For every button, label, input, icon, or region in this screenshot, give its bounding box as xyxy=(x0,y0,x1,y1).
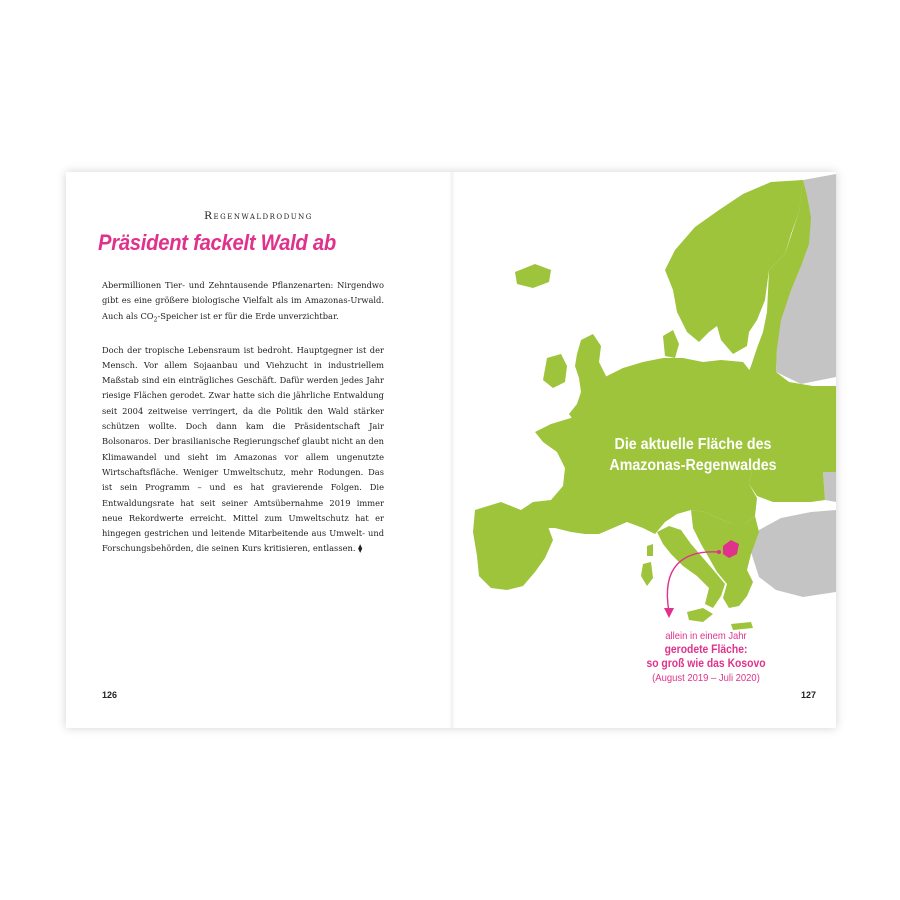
book-spread xyxy=(66,172,836,728)
map-iceland-green xyxy=(515,264,551,288)
kosovo-caption xyxy=(634,630,778,685)
paragraph-1 xyxy=(102,278,384,328)
map-sardinia-green xyxy=(641,562,653,586)
map-turkey-gray xyxy=(751,510,836,597)
right-page xyxy=(451,172,836,728)
page-number-left: 126 xyxy=(102,690,118,700)
map-crete-green xyxy=(731,622,753,630)
map-ireland-green xyxy=(543,354,567,388)
paragraph-1-text: Abermillionen Tier- und Zehntausende Pflanzenarten: Nirgendwo gibt es eine größere biologische Vielfalt als im Amazonas-Urwald. Auch als CO xyxy=(102,280,384,321)
map-caucasus-gray xyxy=(823,468,836,502)
caption-date-range: (August 2019 – Juli 2020) xyxy=(652,672,760,684)
left-page xyxy=(66,172,451,728)
amazon-area-label xyxy=(573,434,812,476)
page-number-right: 127 xyxy=(800,690,816,700)
arrow-start-dot xyxy=(717,550,721,554)
running-head: Regenwaldrodung xyxy=(204,210,313,222)
co2-subscript: 2 xyxy=(153,316,158,324)
caption-line-2: gerodete Fläche: xyxy=(664,644,748,656)
paragraph-1-text-end: -Speicher ist er für die Erde unverzichtbar. xyxy=(157,310,339,321)
chapter-title: Präsident fackelt Wald ab xyxy=(98,230,336,255)
caption-line-1: allein in einem Jahr xyxy=(665,630,747,642)
paragraph-2-text: Doch der tropische Lebensraum ist bedroht. Hauptgegner ist der Mensch. Vor allem Sojaanbau und Viehzucht in industriellem Maßstab sind ein einträgliches Geschäft. Dafür werden jedes Jahr riesige Flächen gerodet. Zwar hatte sich die jährliche Entwaldung seit 2004 zeitweise verringert, da die Politik den Wald stärker schützen wollte. Doch dann kam die Präsidentschaft Jair Bolsonaros. Der brasilianische Regierungschef glaubt nicht an den Klimawandel und sieht im Amazonas vor allem ungenutzte Wirtschaftsfläche. Weniger Umweltschutz, mehr Rodungen. Das ist sein Programm – und es hat gravierende Folgen. Die Entwaldungsrate hat seit seiner Amtsübernahme 2019 immer neue Rekordwerte erreicht. Mittel zum Umweltschutz hat er hingegen gestrichen und leitende Mitarbeitende aus Umwelt- und Forschungsbehörden, die seinen Kurs kritisieren, entlassen. xyxy=(102,344,384,554)
body-text xyxy=(102,278,384,572)
map-corsica-green xyxy=(647,544,653,556)
end-mark-icon: ⧫ xyxy=(358,543,363,554)
amazon-area-label-line1: Die aktuelle Fläche des xyxy=(614,436,772,453)
amazon-area-label-line2: Amazonas-Regenwaldes xyxy=(609,457,777,474)
caption-line-3: so groß wie das Kosovo xyxy=(646,658,766,670)
arrow-head xyxy=(664,608,674,618)
paragraph-2 xyxy=(102,343,384,557)
map-sicily-green xyxy=(687,608,713,622)
map-denmark-green xyxy=(663,330,679,358)
map-britain-green xyxy=(569,334,613,422)
